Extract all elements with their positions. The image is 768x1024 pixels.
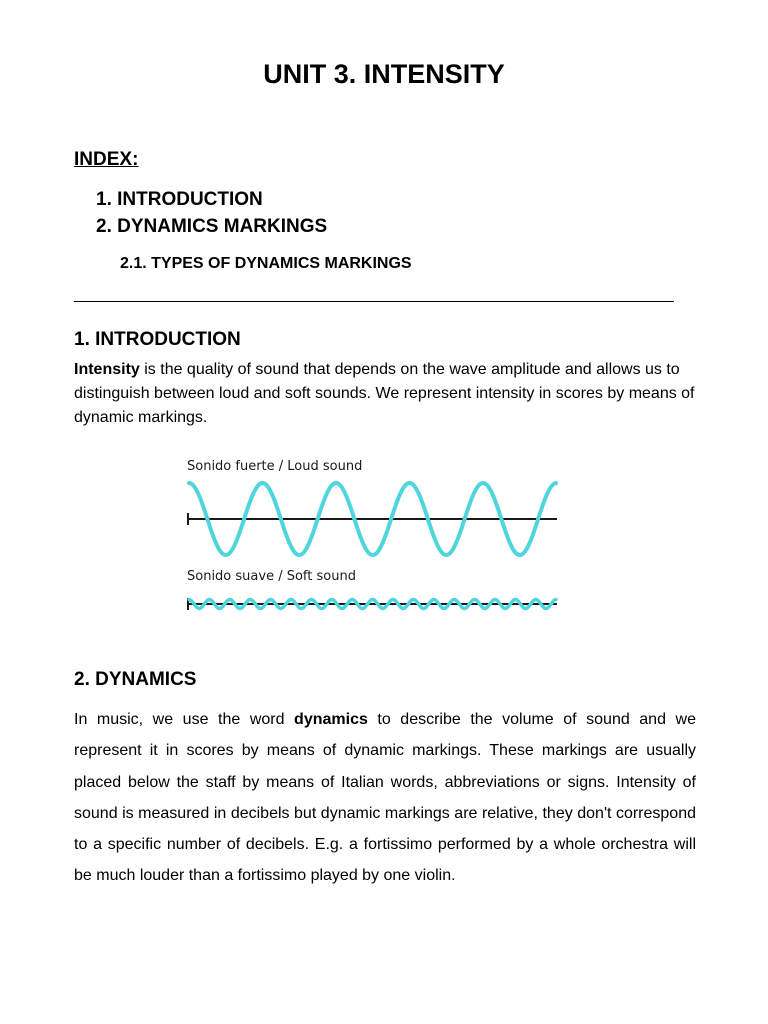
introduction-heading: 1. INTRODUCTION <box>74 329 241 350</box>
sound-wave-figure <box>180 452 570 622</box>
index-item-dynamics-markings: 2. DYNAMICS MARKINGS <box>96 216 328 237</box>
index-heading: INDEX: <box>74 149 139 170</box>
index-item-introduction: 1. INTRODUCTION <box>96 189 263 210</box>
introduction-text: is the quality of sound that depends on the wave amplitude and allows us to distinguish between loud and soft sounds. We represent intensity in scores by means of dynamic markings. <box>74 361 695 426</box>
index-subitem-types: 2.1. TYPES OF DYNAMICS MARKINGS <box>120 255 412 272</box>
page-title: UNIT 3. INTENSITY <box>263 59 505 89</box>
dynamics-paragraph <box>74 704 696 892</box>
soft-sound-label: Sonido suave / Soft sound <box>187 569 356 584</box>
introduction-paragraph <box>74 358 696 430</box>
section-divider <box>74 301 674 302</box>
dynamics-text-after: to describe the volume of sound and we represent it in scores by means of dynamic markings. These markings are usually placed below the staff by means of Italian words, abbreviations or signs. Intensity of sound is measured in decibels but dynamic markings are relative, they don't correspond to a specific number of decibels. E.g. a fortissimo performed by a whole orchestra will be much louder than a fortissimo played by one violin. <box>74 711 696 885</box>
dynamics-text-before: In music, we use the word <box>74 711 295 728</box>
dynamics-term: dynamics <box>294 711 368 728</box>
dynamics-heading: 2. DYNAMICS <box>74 669 197 690</box>
loud-sound-label: Sonido fuerte / Loud sound <box>187 459 363 474</box>
intensity-term: Intensity <box>74 361 140 378</box>
